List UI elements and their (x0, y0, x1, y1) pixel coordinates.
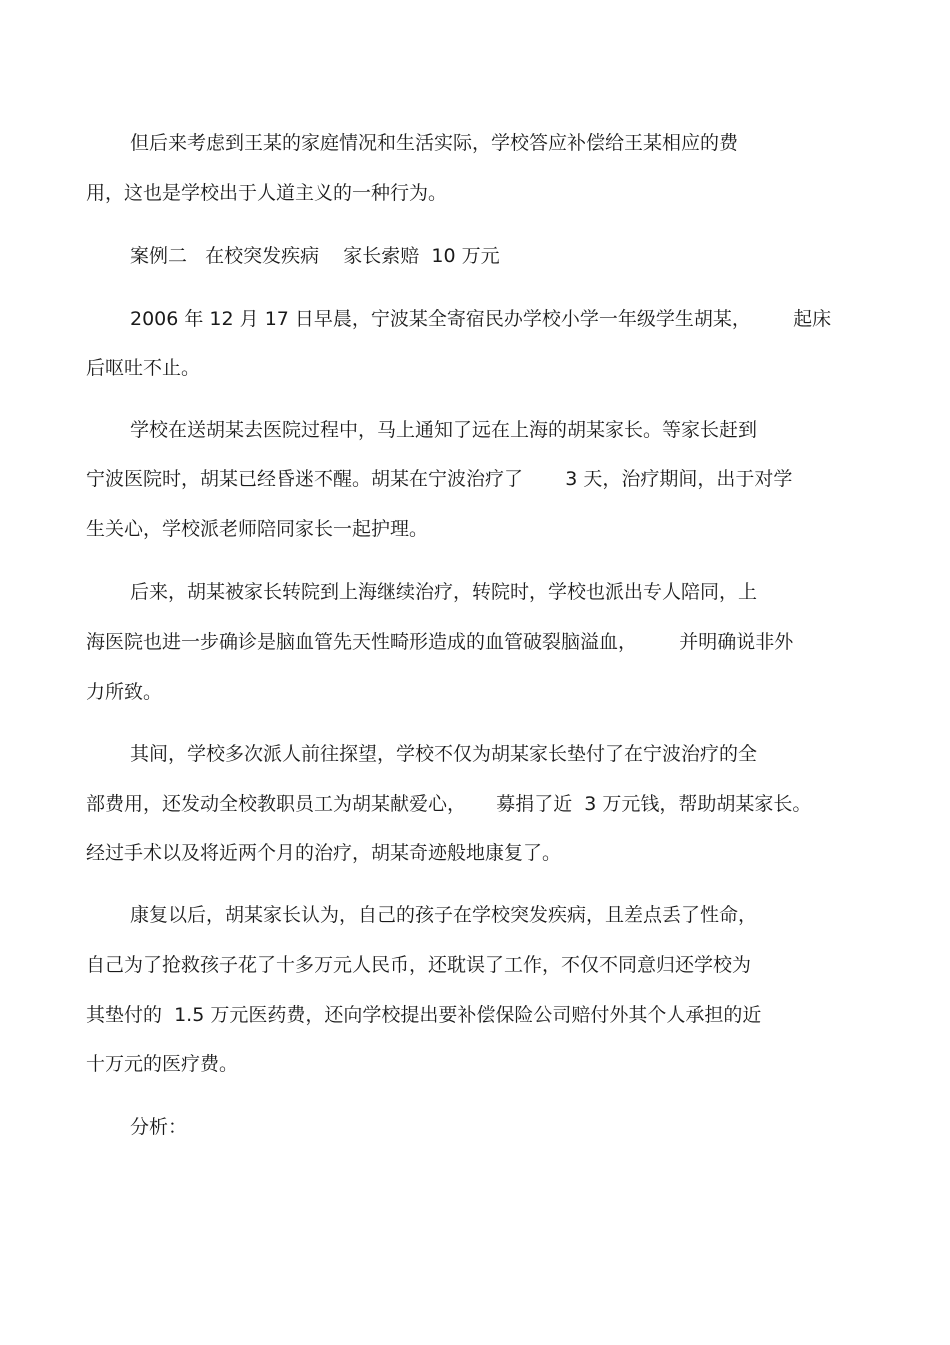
paragraph-5-line-2: 部费用，还发动全校教职员工为胡某献爱心， 募捐了近 3 万元钱，帮助胡某家长。 (86, 793, 812, 815)
paragraph-2-line-2: 后呕吐不止。 (86, 357, 201, 379)
paragraph-3-line-3: 生关心，学校派老师陪同家长一起护理。 (86, 518, 429, 540)
paragraph-5-line-1: 其间，学校多次派人前往探望，学校不仅为胡某家长垫付了在宁波治疗的全 (130, 743, 758, 765)
paragraph-4-line-3: 力所致。 (86, 681, 163, 703)
paragraph-1-line-1: 但后来考虑到王某的家庭情况和生活实际，学校答应补偿给王某相应的费 (130, 132, 739, 154)
paragraph-6-line-4: 十万元的医疗费。 (86, 1053, 239, 1075)
analysis-label: 分析： (130, 1116, 188, 1138)
paragraph-3-line-1: 学校在送胡某去医院过程中，马上通知了远在上海的胡某家长。等家长赶到 (130, 419, 758, 441)
paragraph-6-line-1: 康复以后，胡某家长认为，自己的孩子在学校突发疾病，且差点丢了性命， (130, 904, 758, 926)
paragraph-5-line-3: 经过手术以及将近两个月的治疗，胡某奇迹般地康复了。 (86, 842, 562, 864)
case-heading: 案例二 在校突发疾病 家长索赔 10 万元 (130, 245, 500, 267)
paragraph-2-line-1: 2006 年 12 月 17 日早晨，宁波某全寄宿民办学校小学一年级学生胡某， 起床 (130, 308, 832, 330)
paragraph-6-line-3: 其垫付的 1.5 万元医药费，还向学校提出要补偿保险公司赔付外其个人承担的近 (86, 1004, 762, 1026)
paragraph-4-line-1: 后来，胡某被家长转院到上海继续治疗，转院时，学校也派出专人陪同，上 (130, 581, 758, 603)
paragraph-3-line-2: 宁波医院时，胡某已经昏迷不醒。胡某在宁波治疗了 3 天，治疗期间，出于对学 (86, 468, 793, 490)
paragraph-6-line-2: 自己为了抢救孩子花了十多万元人民币，还耽误了工作，不仅不同意归还学校为 (86, 954, 752, 976)
paragraph-1-line-2: 用，这也是学校出于人道主义的一种行为。 (86, 182, 448, 204)
paragraph-4-line-2: 海医院也进一步确诊是脑血管先天性畸形造成的血管破裂脑溢血， 并明确说非外 (86, 631, 794, 653)
